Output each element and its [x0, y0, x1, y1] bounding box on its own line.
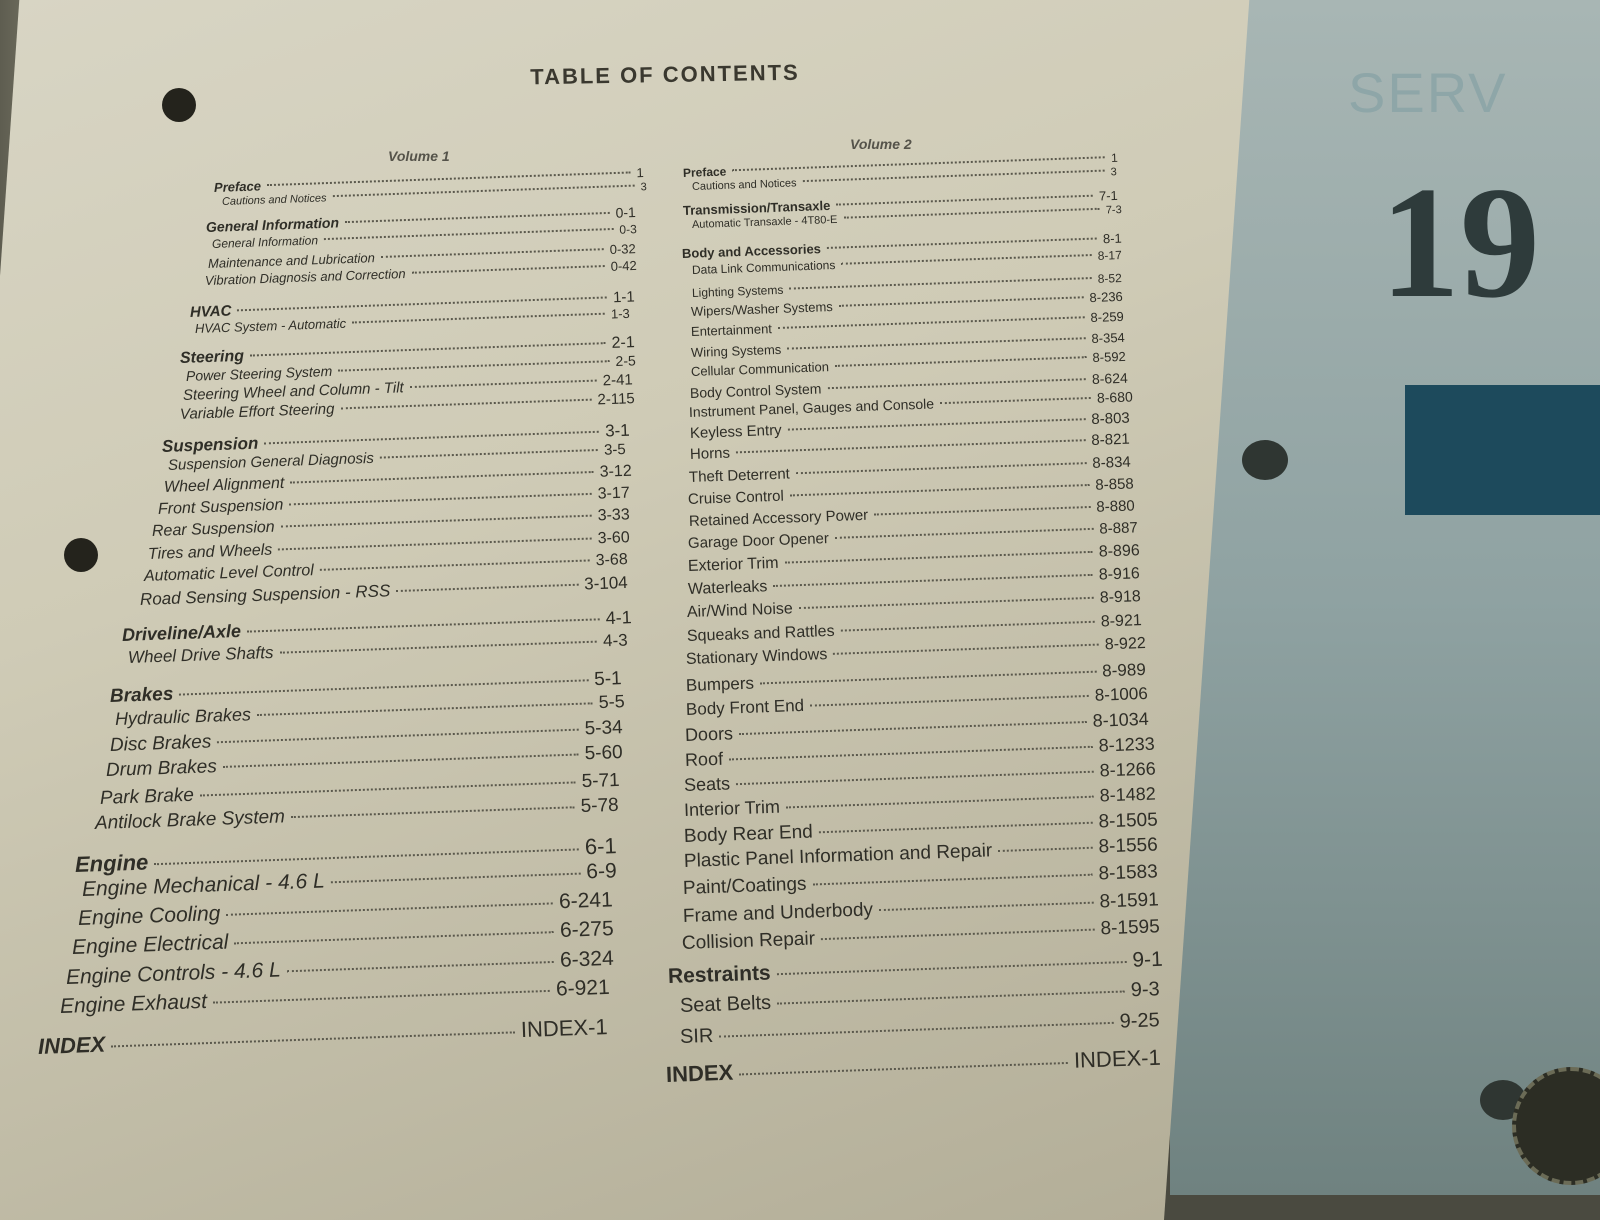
- volume1-entry-page: 0-42: [610, 257, 637, 274]
- dot-leader: [179, 679, 588, 695]
- dot-leader: [785, 551, 1093, 564]
- volume2-entry-page: 8-918: [1099, 588, 1142, 607]
- dot-leader: [217, 729, 578, 744]
- volume-1-title: Volume 1: [388, 148, 450, 164]
- dot-leader: [223, 753, 579, 767]
- dot-leader: [789, 277, 1091, 290]
- dot-leader: [381, 248, 604, 258]
- volume1-entry-title: Brakes: [109, 683, 174, 707]
- volume2-entry-page: 8-1266: [1099, 758, 1157, 781]
- dot-leader: [998, 847, 1092, 852]
- cover-title: SERV: [1348, 61, 1508, 124]
- volume2-entry-page: 8-989: [1101, 659, 1147, 681]
- volume1-entry-title: Drum Brakes: [105, 756, 218, 781]
- volume1-entry-page: 3-104: [583, 572, 629, 594]
- volume1-entry-title: INDEX: [37, 1031, 106, 1059]
- dot-leader: [839, 296, 1084, 307]
- dot-leader: [345, 212, 610, 223]
- volume2-entry-page: 8-921: [1100, 612, 1143, 631]
- volume1-entry-page: 3-68: [595, 551, 628, 570]
- volume2-entry-title: Horns: [689, 444, 731, 463]
- dot-leader: [226, 902, 553, 915]
- volume1-entry-page: 3-60: [597, 529, 630, 548]
- volume2-entry-title: Lighting Systems: [691, 282, 784, 300]
- dot-leader: [778, 316, 1085, 329]
- volume2-entry-title: Bumpers: [685, 673, 755, 695]
- volume1-entry-title: Steering Wheel and Column - Tilt: [182, 379, 404, 404]
- volume2-entry-page: 8-624: [1091, 369, 1129, 387]
- volume2-entry-title: Doors: [684, 723, 734, 745]
- volume2-entry-title: Keyless Entry: [689, 421, 782, 442]
- volume1-entry-page: 5-34: [584, 717, 624, 740]
- volume1-entry-page: 3-17: [597, 484, 630, 503]
- volume1-entry-page: 2-115: [597, 390, 636, 409]
- volume1-entry-title: HVAC: [189, 302, 232, 321]
- dot-leader: [200, 781, 576, 796]
- dot-leader: [729, 746, 1093, 761]
- volume2-entry-page: 8-236: [1089, 288, 1123, 306]
- dot-leader: [773, 574, 1093, 587]
- volume1-entry-title: Hydraulic Brakes: [114, 704, 252, 729]
- volume2-entry-title: Squeaks and Rattles: [686, 622, 835, 645]
- dot-leader: [790, 484, 1090, 496]
- volume1-entry-title: Variable Effort Steering: [179, 400, 335, 423]
- volume2-entry-title: INDEX: [665, 1059, 734, 1087]
- volume1-entry-title: Preface: [213, 178, 262, 195]
- dot-leader: [821, 929, 1095, 941]
- volume2-entry-title: Plastic Panel Information and Repair: [683, 840, 993, 872]
- dot-leader: [411, 265, 604, 274]
- volume2-entry-title: Cellular Communication: [690, 359, 830, 379]
- dot-leader: [338, 360, 609, 371]
- volume1-entry-page: 0-3: [619, 222, 637, 237]
- dot-leader: [111, 1031, 515, 1047]
- volume2-entry-title: Cruise Control: [687, 487, 785, 508]
- volume2-entry-title: Automatic Transaxle - 4T80-E: [691, 213, 838, 231]
- dot-leader: [812, 874, 1092, 886]
- volume1-entry-title: Wheel Alignment: [163, 474, 285, 496]
- volume1-entry-page: 5-60: [584, 741, 624, 765]
- volume2-entry-page: 9-25: [1119, 1009, 1161, 1033]
- dot-leader: [827, 378, 1086, 389]
- dot-leader: [760, 671, 1096, 685]
- volume2-entry-page: 8-17: [1097, 247, 1122, 263]
- dot-leader: [819, 822, 1093, 834]
- volume2-entry-title: Seat Belts: [679, 991, 772, 1017]
- volume1-entry-page: 2-5: [615, 352, 637, 369]
- volume2-entry-title: Data Link Communications: [691, 257, 836, 277]
- volume-2-title: Volume 2: [850, 136, 912, 152]
- volume1-entry-page: 5-1: [593, 668, 623, 691]
- volume2-entry-page: 9-3: [1130, 978, 1161, 1002]
- dot-leader: [940, 397, 1091, 404]
- volume1-entry-title: Steering: [179, 347, 245, 367]
- volume1-entry-page: 3: [640, 181, 647, 194]
- volume1-entry-title: Engine Exhaust: [59, 989, 208, 1018]
- dot-leader: [736, 439, 1085, 453]
- dot-leader: [279, 641, 597, 654]
- dot-leader: [739, 721, 1087, 735]
- volume1-entry-title: Park Brake: [99, 784, 195, 809]
- volume1-entry-title: Suspension: [161, 433, 259, 456]
- volume1-entry-page: 4-3: [602, 630, 629, 651]
- volume1-entry-page: INDEX-1: [520, 1014, 609, 1043]
- volume1-entry-title: Engine Electrical: [71, 930, 229, 959]
- punch-hole: [162, 88, 196, 122]
- volume1-entry-title: Vibration Diagnosis and Correction: [204, 266, 406, 288]
- volume1-entry-page: 1-1: [612, 288, 636, 307]
- dot-leader: [324, 228, 613, 240]
- volume1-entry-title: Wheel Drive Shafts: [127, 642, 274, 667]
- dot-leader: [281, 515, 592, 528]
- dot-leader: [833, 644, 1099, 655]
- volume1-entry-title: Automatic Level Control: [143, 562, 315, 585]
- volume1-entry-title: Maintenance and Lubrication: [207, 250, 376, 271]
- volume1-entry-title: Antilock Brake System: [94, 806, 286, 834]
- volume2-entry-page: 8-887: [1099, 519, 1139, 538]
- volume2-entry-page: 8-821: [1091, 430, 1131, 449]
- volume1-entry-page: 3-12: [599, 462, 632, 481]
- volume2-entry-title: Theft Deterrent: [688, 465, 791, 486]
- volume2-entry-page: 1: [1110, 150, 1118, 166]
- volume2-entry-title: Air/Wind Noise: [686, 600, 794, 621]
- volume1-entry-title: Power Steering System: [185, 362, 333, 384]
- volume2-entry-title: Instrument Panel, Gauges and Console: [688, 395, 935, 420]
- volume2-entry-page: 8-1505: [1098, 809, 1159, 833]
- volume1-entry-page: 5-78: [580, 794, 620, 818]
- dot-leader: [787, 337, 1085, 349]
- volume2-entry-title: Retained Accessory Power: [688, 506, 869, 530]
- volume1-entry-page: 1: [636, 164, 644, 181]
- volume2-entry-page: 8-1233: [1098, 733, 1156, 756]
- dot-leader: [264, 431, 599, 445]
- volume2-entry-title: Collision Repair: [681, 928, 816, 954]
- volume1-entry-title: General Information: [205, 214, 340, 235]
- volume1-entry-title: Cautions and Notices: [221, 192, 327, 208]
- dot-leader: [247, 618, 600, 632]
- dot-leader: [777, 961, 1127, 975]
- volume2-entry-page: 8-858: [1095, 475, 1135, 494]
- volume1-entry-page: 6-324: [559, 946, 615, 972]
- volume2-entry-title: Stationary Windows: [685, 646, 828, 668]
- dot-leader: [736, 771, 1094, 785]
- volume2-entry-page: 7-1: [1098, 187, 1118, 204]
- volume2-entry-page: 8-1595: [1100, 916, 1161, 940]
- volume1-entry-page: 2-1: [611, 334, 636, 352]
- dot-leader: [234, 931, 554, 944]
- punch-hole: [64, 538, 98, 572]
- dot-leader: [796, 462, 1087, 474]
- volume2-entry-page: 8-1006: [1094, 683, 1149, 705]
- volume2-entry-page: 8-680: [1096, 388, 1134, 406]
- volume2-entry-page: 9-1: [1131, 947, 1164, 972]
- dot-leader: [340, 399, 591, 410]
- volume2-entry-title: Cautions and Notices: [691, 177, 797, 193]
- volume2-entry-title: Exterior Trim: [687, 554, 779, 575]
- dot-leader: [719, 1022, 1113, 1038]
- dot-leader: [874, 506, 1090, 516]
- volume2-entry-title: Seats: [683, 773, 731, 795]
- volume2-entry-title: Roof: [684, 748, 724, 770]
- volume1-entry-page: 3-1: [604, 420, 631, 441]
- volume2-entry-page: 8-916: [1098, 565, 1141, 584]
- dot-leader: [290, 471, 593, 484]
- dot-leader: [213, 990, 550, 1004]
- volume2-entry-title: Paint/Coatings: [682, 873, 807, 899]
- dot-leader: [287, 961, 554, 972]
- volume1-entry-page: 0-32: [609, 241, 637, 257]
- volume2-entry-title: Body and Accessories: [681, 241, 822, 261]
- volume2-entry-title: Wipers/Washer Systems: [690, 299, 834, 319]
- volume1-entry-title: HVAC System - Automatic: [194, 315, 347, 336]
- volume2-entry-page: 8-52: [1097, 270, 1122, 286]
- dot-leader: [410, 380, 597, 389]
- volume2-entry-page: 3: [1110, 166, 1117, 179]
- volume2-entry-page: 8-922: [1104, 634, 1146, 654]
- volume1-entry-page: 3-33: [597, 506, 630, 525]
- volume1-entry-page: 5-71: [581, 769, 621, 793]
- volume1-entry-title: Disc Brakes: [109, 731, 212, 756]
- dot-leader: [786, 796, 1094, 809]
- volume1-entry-title: Engine Cooling: [77, 902, 221, 930]
- dot-leader: [835, 356, 1087, 367]
- dot-leader: [788, 418, 1086, 430]
- volume1-entry-title: Road Sensing Suspension - RSS: [139, 581, 391, 609]
- dot-leader: [835, 528, 1094, 539]
- volume2-entry-title: Frame and Underbody: [682, 899, 874, 927]
- volume2-entry-page: 8-803: [1091, 409, 1131, 428]
- volume2-entry-page: 8-1591: [1099, 889, 1160, 913]
- dot-leader: [841, 254, 1091, 265]
- volume1-entry-title: Rear Suspension: [151, 518, 275, 540]
- volume1-entry-page: 6-1: [584, 833, 618, 860]
- volume1-entry-title: Engine Controls - 4.6 L: [65, 958, 282, 989]
- dot-leader: [739, 1062, 1068, 1075]
- volume1-entry-page: 0-1: [615, 203, 637, 221]
- volume2-entry-title: Body Control System: [689, 380, 822, 401]
- volume1-entry-page: 6-275: [559, 917, 615, 942]
- dot-leader: [380, 449, 598, 459]
- volume1-entry-page: 6-9: [585, 859, 618, 884]
- volume2-entry-title: Waterleaks: [687, 578, 768, 598]
- volume2-entry-title: Entertainment: [690, 321, 773, 339]
- dot-leader: [879, 902, 1094, 911]
- volume1-entry-page: 2-41: [602, 371, 634, 390]
- volume2-entry-title: Wiring Systems: [690, 341, 782, 360]
- page-title: TABLE OF CONTENTS: [530, 59, 800, 90]
- dot-leader: [840, 621, 1094, 632]
- volume2-entry-page: 8-1556: [1098, 834, 1159, 858]
- dot-leader: [278, 538, 591, 551]
- volume2-entry-title: Body Front End: [685, 695, 805, 719]
- volume1-entry-title: Tires and Wheels: [147, 541, 273, 563]
- volume2-entry-page: 8-1583: [1098, 861, 1159, 885]
- volume2-entry-title: Preface: [682, 164, 727, 180]
- volume2-entry-page: 8-259: [1090, 308, 1124, 326]
- dot-leader: [777, 990, 1125, 1004]
- volume1-entry-title: Driveline/Axle: [121, 620, 242, 645]
- dot-leader: [396, 584, 578, 592]
- volume2-entry-title: Body Rear End: [683, 821, 814, 847]
- volume1-entry-page: 6-241: [558, 888, 614, 914]
- dot-leader: [331, 873, 581, 884]
- dot-leader: [291, 806, 575, 818]
- volume2-entry-page: 8-592: [1092, 348, 1126, 365]
- volume1-entry-title: Engine: [74, 849, 149, 877]
- dot-leader: [352, 313, 605, 324]
- dot-leader: [836, 195, 1093, 206]
- dot-leader: [289, 493, 591, 506]
- volume2-entry: [666, 1045, 1162, 1088]
- volume2-entry-page: 8-834: [1092, 453, 1132, 472]
- volume2-entry-page: 8-880: [1096, 497, 1136, 516]
- volume2-entry-page: 7-3: [1105, 203, 1122, 217]
- volume1-entry-page: 1-3: [610, 305, 630, 322]
- volume1-entry-title: Engine Mechanical - 4.6 L: [81, 869, 326, 901]
- volume2-entry-title: Transmission/Transaxle: [682, 197, 831, 218]
- volume1-entry-page: 4-1: [605, 607, 633, 629]
- volume2-entry-page: INDEX-1: [1073, 1044, 1162, 1073]
- volume1-entry-title: Front Suspension: [157, 496, 284, 518]
- volume1-entry-page: 5-5: [598, 691, 626, 713]
- volume1-entry-page: 3-5: [603, 441, 627, 459]
- volume2-entry-title: Interior Trim: [683, 796, 781, 820]
- volume1-entry-title: Suspension General Diagnosis: [167, 449, 375, 474]
- volume2-entry-title: Restraints: [667, 961, 772, 988]
- volume2-entry-page: 8-1: [1102, 230, 1122, 247]
- volume1-entry-page: 6-921: [555, 975, 611, 1001]
- volume1-entry-title: General Information: [211, 233, 319, 251]
- volume2-entry-page: 8-354: [1091, 329, 1125, 347]
- volume2-entry-page: 8-896: [1098, 542, 1141, 561]
- volume2-entry-title: SIR: [679, 1024, 714, 1048]
- dot-leader: [810, 695, 1089, 707]
- dot-leader: [799, 597, 1094, 609]
- dot-leader: [257, 702, 593, 716]
- volume1-entry: [38, 1014, 609, 1060]
- volume2-entry-page: 8-1482: [1099, 783, 1157, 806]
- dot-leader: [827, 238, 1097, 249]
- cover-year: 19: [1380, 153, 1540, 331]
- dot-leader: [320, 559, 590, 570]
- volume2-entry-title: Garage Door Opener: [687, 530, 830, 552]
- volume2-entry-page: 8-1034: [1092, 708, 1150, 731]
